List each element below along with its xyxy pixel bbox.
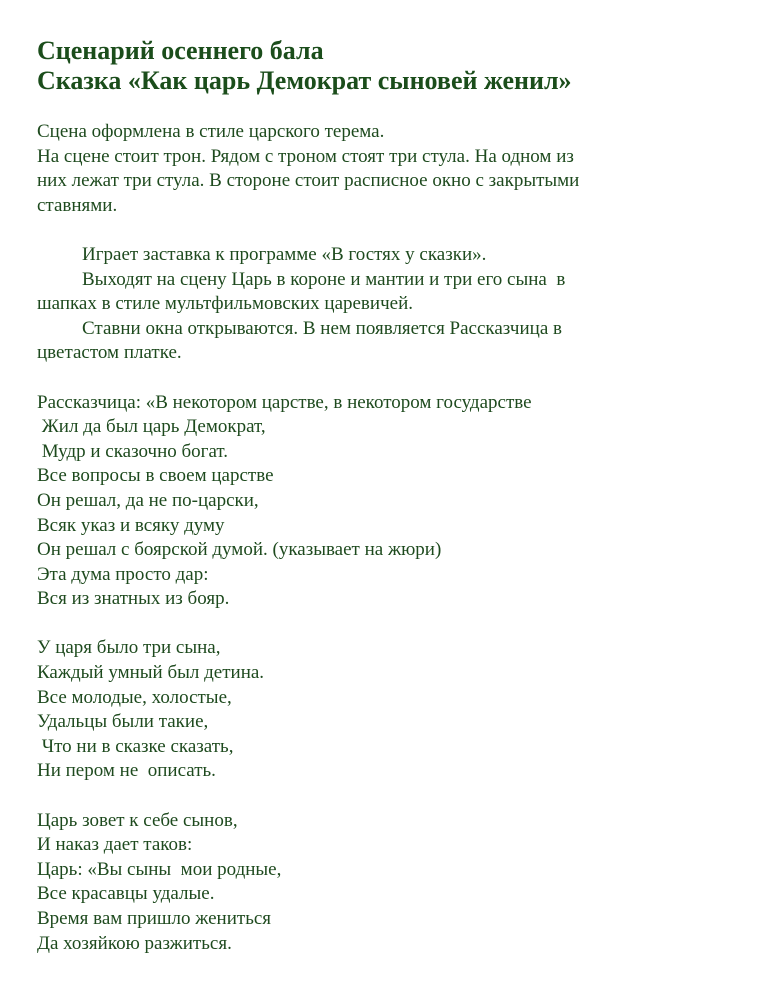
text-line: Все молодые, холостые, bbox=[37, 686, 232, 708]
document-page bbox=[37, 36, 737, 956]
paragraph-narrator-verse-2 bbox=[37, 636, 737, 784]
text-line: Ни пером не описать. bbox=[37, 760, 216, 782]
text-line: Что ни в сказке сказать, bbox=[37, 735, 234, 757]
text-line: Играет заставка к программе «В гостях у сказки». bbox=[82, 243, 487, 265]
paragraph-gap bbox=[37, 218, 737, 243]
text-line: Царь зовет к себе сынов, bbox=[37, 809, 238, 831]
text-line: шапках в стиле мультфильмовских царевичей. bbox=[37, 293, 413, 315]
text-line: Мудр и сказочно богат. bbox=[37, 440, 229, 462]
text-line: Всяк указ и всяку думу bbox=[37, 514, 225, 536]
text-line: Все вопросы в своем царстве bbox=[37, 465, 274, 487]
paragraph-gap bbox=[37, 366, 737, 391]
text-line: Жил да был царь Демократ, bbox=[37, 416, 266, 438]
text-line: Вся из знатных из бояр. bbox=[37, 588, 230, 610]
paragraph-gap bbox=[37, 612, 737, 637]
paragraph-tsar-speech bbox=[37, 809, 737, 957]
text-line: ставнями. bbox=[37, 194, 118, 216]
paragraph-scene-description bbox=[37, 120, 737, 218]
text-line: Все красавцы удалые. bbox=[37, 883, 215, 905]
text-line: На сцене стоит трон. Рядом с троном стоят три стула. На одном из bbox=[37, 145, 574, 167]
title-line-1: Сценарий осеннего бала bbox=[37, 36, 324, 65]
text-line: Ставни окна открываются. В нем появляется Рассказчица в bbox=[82, 317, 562, 339]
document-title bbox=[37, 36, 737, 96]
title-line-2: Сказка «Как царь Демократ сыновей женил» bbox=[37, 66, 572, 95]
paragraph-narrator-verse-1 bbox=[37, 391, 737, 612]
text-line: Каждый умный был детина. bbox=[37, 662, 265, 684]
text-line: Он решал с боярской думой. (указывает на жюри) bbox=[37, 539, 442, 561]
text-line: цветастом платке. bbox=[37, 342, 182, 364]
text-line: Он решал, да не по-царски, bbox=[37, 489, 259, 511]
text-line: них лежат три стула. В стороне стоит расписное окно с закрытыми bbox=[37, 170, 580, 192]
text-line: У царя было три сына, bbox=[37, 637, 221, 659]
text-line: Сцена оформлена в стиле царского терема. bbox=[37, 121, 385, 142]
paragraph-stage-directions bbox=[37, 243, 737, 366]
text-line: Царь: «Вы сыны мои родные, bbox=[37, 858, 282, 880]
paragraph-gap bbox=[37, 784, 737, 809]
text-line: Эта дума просто дар: bbox=[37, 563, 209, 585]
text-line: Рассказчица: «В некотором царстве, в некотором государстве bbox=[37, 391, 532, 413]
text-line: Время вам пришло жениться bbox=[37, 908, 272, 929]
text-line: Удальцы были такие, bbox=[37, 711, 209, 733]
text-line: Да хозяйкою разжиться. bbox=[37, 932, 232, 954]
text-line: И наказ дает таков: bbox=[37, 834, 193, 856]
text-line: Выходят на сцену Царь в короне и мантии и три его сына в bbox=[82, 268, 566, 290]
